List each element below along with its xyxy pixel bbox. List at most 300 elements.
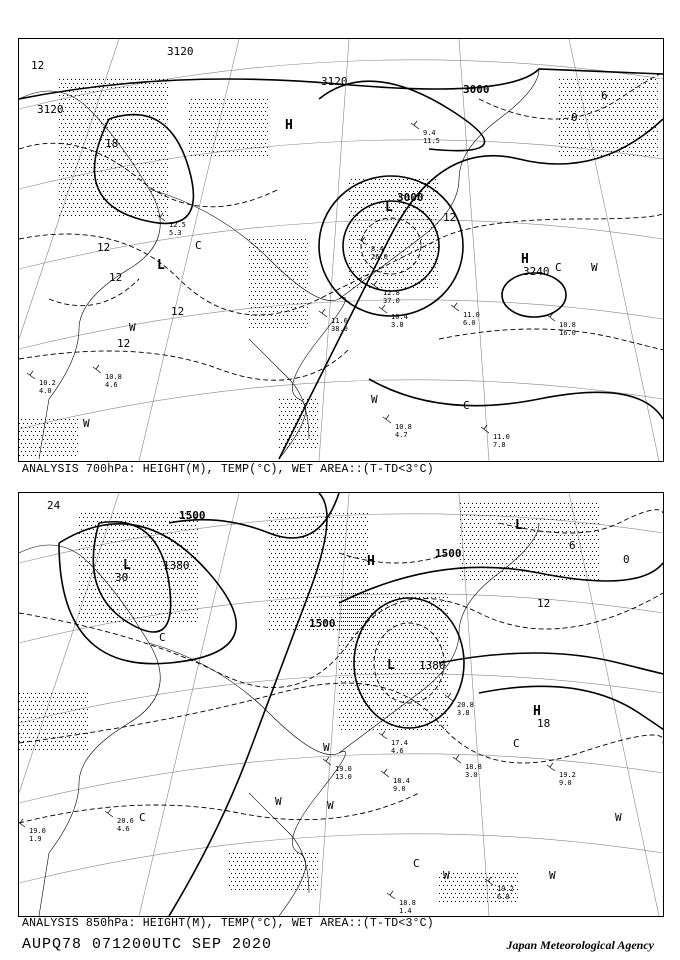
wet-dot bbox=[115, 111, 116, 112]
wet-dot bbox=[431, 629, 432, 630]
wet-dot bbox=[137, 195, 138, 196]
wet-dot bbox=[601, 83, 602, 84]
wet-dot bbox=[281, 311, 282, 312]
wet-dot bbox=[75, 127, 76, 128]
wet-dot bbox=[163, 151, 164, 152]
wet-dot bbox=[109, 115, 110, 116]
wet-dot bbox=[267, 323, 268, 324]
wet-dot bbox=[305, 427, 306, 428]
wet-dot bbox=[23, 455, 24, 456]
wet-dot bbox=[47, 431, 48, 432]
wet-dot bbox=[343, 521, 344, 522]
wet-dot bbox=[127, 127, 128, 128]
wet-dot bbox=[291, 259, 292, 260]
wet-dot bbox=[355, 601, 356, 602]
wet-dot bbox=[423, 605, 424, 606]
wet-dot bbox=[73, 163, 74, 164]
wet-dot bbox=[645, 147, 646, 148]
wet-dot bbox=[131, 199, 132, 200]
wet-dot bbox=[21, 443, 22, 444]
wet-dot bbox=[589, 131, 590, 132]
wet-dot bbox=[181, 577, 182, 578]
wet-dot bbox=[165, 593, 166, 594]
wet-dot bbox=[613, 99, 614, 100]
wet-dot bbox=[423, 613, 424, 614]
wet-dot bbox=[293, 311, 294, 312]
wet-dot bbox=[259, 299, 260, 300]
wet-dot bbox=[303, 439, 304, 440]
wet-dot bbox=[353, 621, 354, 622]
wet-dot bbox=[591, 103, 592, 104]
wet-dot bbox=[401, 263, 402, 264]
wet-dot bbox=[361, 589, 362, 590]
wet-dot bbox=[283, 323, 284, 324]
wet-dot bbox=[365, 617, 366, 618]
wet-dot bbox=[201, 127, 202, 128]
wet-dot bbox=[69, 131, 70, 132]
wet-dot bbox=[285, 427, 286, 428]
wet-dot bbox=[141, 521, 142, 522]
wet-dot bbox=[289, 549, 290, 550]
wet-dot bbox=[113, 529, 114, 530]
wet-dot bbox=[107, 549, 108, 550]
wet-dot bbox=[309, 419, 310, 420]
wet-dot bbox=[307, 617, 308, 618]
wet-dot bbox=[151, 525, 152, 526]
wet-dot bbox=[293, 525, 294, 526]
wet-dot bbox=[195, 525, 196, 526]
wet-dot bbox=[355, 629, 356, 630]
wet-dot bbox=[283, 617, 284, 618]
wet-dot bbox=[355, 617, 356, 618]
wet-dot bbox=[195, 155, 196, 156]
wet-dot bbox=[101, 545, 102, 546]
wet-dot bbox=[259, 107, 260, 108]
wet-dot bbox=[313, 443, 314, 444]
wet-dot bbox=[143, 581, 144, 582]
wet-dot bbox=[47, 439, 48, 440]
wet-dot bbox=[333, 581, 334, 582]
wet-dot bbox=[425, 239, 426, 240]
wet-dot bbox=[155, 87, 156, 88]
wet-dot bbox=[569, 91, 570, 92]
wet-dot bbox=[265, 271, 266, 272]
wet-dot bbox=[347, 585, 348, 586]
wet-dot bbox=[379, 637, 380, 638]
wet-dot bbox=[151, 143, 152, 144]
wet-dot bbox=[437, 633, 438, 634]
wet-dot bbox=[285, 525, 286, 526]
wet-dot bbox=[587, 151, 588, 152]
wet-dot bbox=[197, 127, 198, 128]
wet-dot bbox=[563, 95, 564, 96]
wet-dot bbox=[213, 111, 214, 112]
wet-dot bbox=[95, 605, 96, 606]
wet-dot bbox=[157, 187, 158, 188]
wet-dot bbox=[275, 251, 276, 252]
wet-dot bbox=[257, 127, 258, 128]
wet-dot bbox=[309, 581, 310, 582]
wet-dot bbox=[271, 545, 272, 546]
wet-dot bbox=[281, 557, 282, 558]
wet-dot bbox=[89, 179, 90, 180]
wet-dot bbox=[427, 267, 428, 268]
wet-dot bbox=[111, 111, 112, 112]
wet-dot bbox=[139, 207, 140, 208]
wet-dot bbox=[145, 513, 146, 514]
wet-dot bbox=[377, 633, 378, 634]
wet-dot bbox=[231, 115, 232, 116]
wet-dot bbox=[649, 91, 650, 92]
wet-dot bbox=[275, 617, 276, 618]
wet-dot bbox=[379, 179, 380, 180]
wet-dot bbox=[333, 549, 334, 550]
wet-dot bbox=[365, 549, 366, 550]
wet-dot bbox=[63, 191, 64, 192]
wet-dot bbox=[267, 147, 268, 148]
wet-dot bbox=[605, 131, 606, 132]
wet-dot bbox=[355, 259, 356, 260]
wet-dot bbox=[643, 143, 644, 144]
wet-dot bbox=[287, 307, 288, 308]
wet-dot bbox=[93, 577, 94, 578]
wet-dot bbox=[389, 625, 390, 626]
wet-dot bbox=[289, 427, 290, 428]
wet-dot bbox=[105, 155, 106, 156]
wet-dot bbox=[567, 151, 568, 152]
wet-dot bbox=[207, 147, 208, 148]
wet-dot bbox=[143, 151, 144, 152]
wet-dot bbox=[91, 151, 92, 152]
wet-dot bbox=[91, 183, 92, 184]
wet-dot bbox=[153, 83, 154, 84]
wet-dot bbox=[299, 243, 300, 244]
wet-dot bbox=[233, 151, 234, 152]
wet-dot bbox=[289, 287, 290, 288]
wet-dot bbox=[163, 111, 164, 112]
wet-dot bbox=[113, 187, 114, 188]
wet-dot bbox=[81, 529, 82, 530]
wet-dot bbox=[379, 227, 380, 228]
wet-dot bbox=[81, 171, 82, 172]
wet-dot bbox=[129, 609, 130, 610]
wet-dot bbox=[369, 601, 370, 602]
wet-dot bbox=[269, 597, 270, 598]
wet-dot bbox=[81, 593, 82, 594]
wet-dot bbox=[251, 99, 252, 100]
wet-dot bbox=[167, 533, 168, 534]
wet-dot bbox=[261, 295, 262, 296]
wet-dot bbox=[149, 155, 150, 156]
wet-dot bbox=[107, 533, 108, 534]
wet-dot bbox=[153, 91, 154, 92]
wet-dot bbox=[369, 255, 370, 256]
wet-dot bbox=[335, 537, 336, 538]
wet-dot bbox=[85, 609, 86, 610]
wet-dot bbox=[163, 79, 164, 80]
wet-dot bbox=[653, 91, 654, 92]
wet-dot bbox=[311, 537, 312, 538]
wet-dot bbox=[277, 517, 278, 518]
wet-dot bbox=[117, 171, 118, 172]
wet-dot bbox=[125, 513, 126, 514]
wet-dot bbox=[237, 103, 238, 104]
wet-dot bbox=[147, 119, 148, 120]
wet-dot bbox=[403, 179, 404, 180]
wet-dot bbox=[129, 211, 130, 212]
wet-dot bbox=[85, 155, 86, 156]
wet-dot bbox=[397, 207, 398, 208]
wet-dot bbox=[627, 151, 628, 152]
wet-dot bbox=[129, 513, 130, 514]
wet-dot bbox=[277, 271, 278, 272]
wet-dot bbox=[271, 259, 272, 260]
wet-dot bbox=[251, 155, 252, 156]
wet-dot bbox=[613, 155, 614, 156]
wet-dot bbox=[305, 557, 306, 558]
wet-dot bbox=[103, 143, 104, 144]
wet-dot bbox=[25, 435, 26, 436]
wet-dot bbox=[139, 127, 140, 128]
wet-dot bbox=[83, 143, 84, 144]
wet-dot bbox=[91, 621, 92, 622]
wet-dot bbox=[101, 155, 102, 156]
wet-dot bbox=[89, 545, 90, 546]
wet-dot bbox=[393, 609, 394, 610]
wet-dot bbox=[129, 601, 130, 602]
wet-dot bbox=[579, 103, 580, 104]
wet-dot bbox=[89, 187, 90, 188]
wet-dot bbox=[293, 533, 294, 534]
wet-dot bbox=[97, 211, 98, 212]
wet-dot bbox=[107, 159, 108, 160]
wet-dot bbox=[269, 589, 270, 590]
wet-dot bbox=[73, 419, 74, 420]
wet-dot bbox=[309, 443, 310, 444]
wet-dot bbox=[153, 617, 154, 618]
wet-dot bbox=[105, 187, 106, 188]
wet-dot bbox=[261, 151, 262, 152]
wet-dot bbox=[193, 127, 194, 128]
wet-dot bbox=[105, 107, 106, 108]
wet-dot bbox=[65, 107, 66, 108]
wet-dot bbox=[631, 127, 632, 128]
wet-dot bbox=[389, 183, 390, 184]
wet-dot bbox=[339, 605, 340, 606]
wet-dot bbox=[395, 613, 396, 614]
wet-dot bbox=[431, 283, 432, 284]
wet-dot bbox=[149, 187, 150, 188]
wet-dot bbox=[597, 123, 598, 124]
wet-dot bbox=[133, 107, 134, 108]
wet-dot bbox=[589, 91, 590, 92]
wet-dot bbox=[415, 187, 416, 188]
wet-dot bbox=[75, 95, 76, 96]
wet-dot bbox=[67, 95, 68, 96]
wet-dot bbox=[401, 633, 402, 634]
wet-dot bbox=[283, 283, 284, 284]
wet-dot bbox=[651, 151, 652, 152]
wet-dot bbox=[153, 553, 154, 554]
wet-dot bbox=[163, 135, 164, 136]
wet-dot bbox=[401, 287, 402, 288]
wet-dot bbox=[281, 525, 282, 526]
wet-dot bbox=[415, 267, 416, 268]
wet-dot bbox=[423, 283, 424, 284]
wet-dot bbox=[347, 637, 348, 638]
wet-dot bbox=[649, 107, 650, 108]
wet-dot bbox=[241, 103, 242, 104]
wet-dot bbox=[219, 123, 220, 124]
wet-dot bbox=[233, 111, 234, 112]
wet-dot bbox=[157, 83, 158, 84]
wet-dot bbox=[599, 79, 600, 80]
wet-dot bbox=[389, 215, 390, 216]
wet-dot bbox=[435, 621, 436, 622]
wet-dot bbox=[99, 79, 100, 80]
wet-dot bbox=[167, 191, 168, 192]
wet-dot bbox=[353, 271, 354, 272]
wet-dot bbox=[283, 315, 284, 316]
wet-dot bbox=[35, 439, 36, 440]
wet-dot bbox=[87, 613, 88, 614]
wet-dot bbox=[287, 423, 288, 424]
wet-dot bbox=[135, 215, 136, 216]
wet-dot bbox=[297, 573, 298, 574]
wet-dot bbox=[79, 557, 80, 558]
wet-dot bbox=[391, 179, 392, 180]
wet-dot bbox=[87, 621, 88, 622]
wet-dot bbox=[49, 419, 50, 420]
wet-dot bbox=[289, 621, 290, 622]
wet-dot bbox=[59, 183, 60, 184]
wet-dot bbox=[69, 139, 70, 140]
wet-dot bbox=[357, 533, 358, 534]
wet-dot bbox=[247, 115, 248, 116]
wet-dot bbox=[341, 541, 342, 542]
wet-dot bbox=[163, 215, 164, 216]
wet-dot bbox=[419, 597, 420, 598]
wet-dot bbox=[61, 211, 62, 212]
wet-dot bbox=[359, 561, 360, 562]
wet-dot bbox=[439, 621, 440, 622]
wet-dot bbox=[201, 135, 202, 136]
wet-dot bbox=[183, 605, 184, 606]
wet-dot bbox=[279, 323, 280, 324]
wet-dot bbox=[65, 163, 66, 164]
caption-700hpa: ANALYSIS 700hPa: HEIGHT(M), TEMP(°C), WET AREA::(T-TD<3°C) bbox=[22, 463, 434, 476]
wet-dot bbox=[329, 557, 330, 558]
wet-dot bbox=[273, 629, 274, 630]
wet-dot bbox=[445, 625, 446, 626]
wet-dot bbox=[145, 187, 146, 188]
wet-dot bbox=[91, 525, 92, 526]
wet-dot bbox=[417, 247, 418, 248]
wet-dot bbox=[297, 605, 298, 606]
wet-dot bbox=[633, 99, 634, 100]
wet-dot bbox=[357, 271, 358, 272]
wet-dot bbox=[395, 605, 396, 606]
wet-dot bbox=[383, 187, 384, 188]
wet-dot bbox=[153, 131, 154, 132]
wet-dot bbox=[135, 183, 136, 184]
wet-dot bbox=[85, 107, 86, 108]
wet-dot bbox=[149, 617, 150, 618]
wet-dot bbox=[293, 597, 294, 598]
wet-dot bbox=[387, 275, 388, 276]
wet-dot bbox=[281, 287, 282, 288]
wet-dot bbox=[421, 271, 422, 272]
wet-dot bbox=[295, 323, 296, 324]
wet-dot bbox=[151, 215, 152, 216]
wet-dot bbox=[301, 239, 302, 240]
wet-dot bbox=[343, 629, 344, 630]
wet-dot bbox=[171, 589, 172, 590]
wet-dot bbox=[281, 247, 282, 248]
wet-dot bbox=[123, 541, 124, 542]
wet-dot bbox=[31, 423, 32, 424]
wet-dot bbox=[619, 79, 620, 80]
wet-dot bbox=[309, 597, 310, 598]
wet-dot bbox=[97, 521, 98, 522]
wet-dot bbox=[621, 155, 622, 156]
wet-dot bbox=[115, 79, 116, 80]
wet-dot bbox=[315, 593, 316, 594]
wet-dot bbox=[87, 79, 88, 80]
wet-dot bbox=[567, 119, 568, 120]
wet-dot bbox=[387, 621, 388, 622]
wet-dot bbox=[305, 621, 306, 622]
wet-dot bbox=[167, 135, 168, 136]
wet-dot bbox=[361, 613, 362, 614]
wet-dot bbox=[79, 517, 80, 518]
wet-dot bbox=[73, 155, 74, 156]
wet-dot bbox=[81, 601, 82, 602]
wet-dot bbox=[279, 593, 280, 594]
wet-dot bbox=[87, 549, 88, 550]
wet-dot bbox=[229, 111, 230, 112]
wet-dot bbox=[299, 609, 300, 610]
wet-dot bbox=[381, 239, 382, 240]
wet-dot bbox=[73, 203, 74, 204]
wet-dot bbox=[417, 609, 418, 610]
wet-dot bbox=[327, 609, 328, 610]
wet-dot bbox=[559, 103, 560, 104]
wet-dot bbox=[367, 195, 368, 196]
wet-dot bbox=[49, 451, 50, 452]
wet-dot bbox=[69, 147, 70, 148]
wet-dot bbox=[145, 139, 146, 140]
wet-dot bbox=[641, 155, 642, 156]
wet-dot bbox=[207, 131, 208, 132]
wet-dot bbox=[249, 319, 250, 320]
wet-dot bbox=[293, 549, 294, 550]
wet-dot bbox=[151, 533, 152, 534]
wet-dot bbox=[285, 629, 286, 630]
wet-dot bbox=[149, 553, 150, 554]
wet-dot bbox=[405, 617, 406, 618]
wet-dot bbox=[415, 275, 416, 276]
wet-dot bbox=[111, 605, 112, 606]
wet-dot bbox=[67, 79, 68, 80]
wet-dot bbox=[403, 629, 404, 630]
wet-dot bbox=[141, 91, 142, 92]
wet-dot bbox=[47, 447, 48, 448]
wet-dot bbox=[203, 115, 204, 116]
wet-dot bbox=[275, 283, 276, 284]
wet-dot bbox=[195, 533, 196, 534]
wet-dot bbox=[289, 263, 290, 264]
